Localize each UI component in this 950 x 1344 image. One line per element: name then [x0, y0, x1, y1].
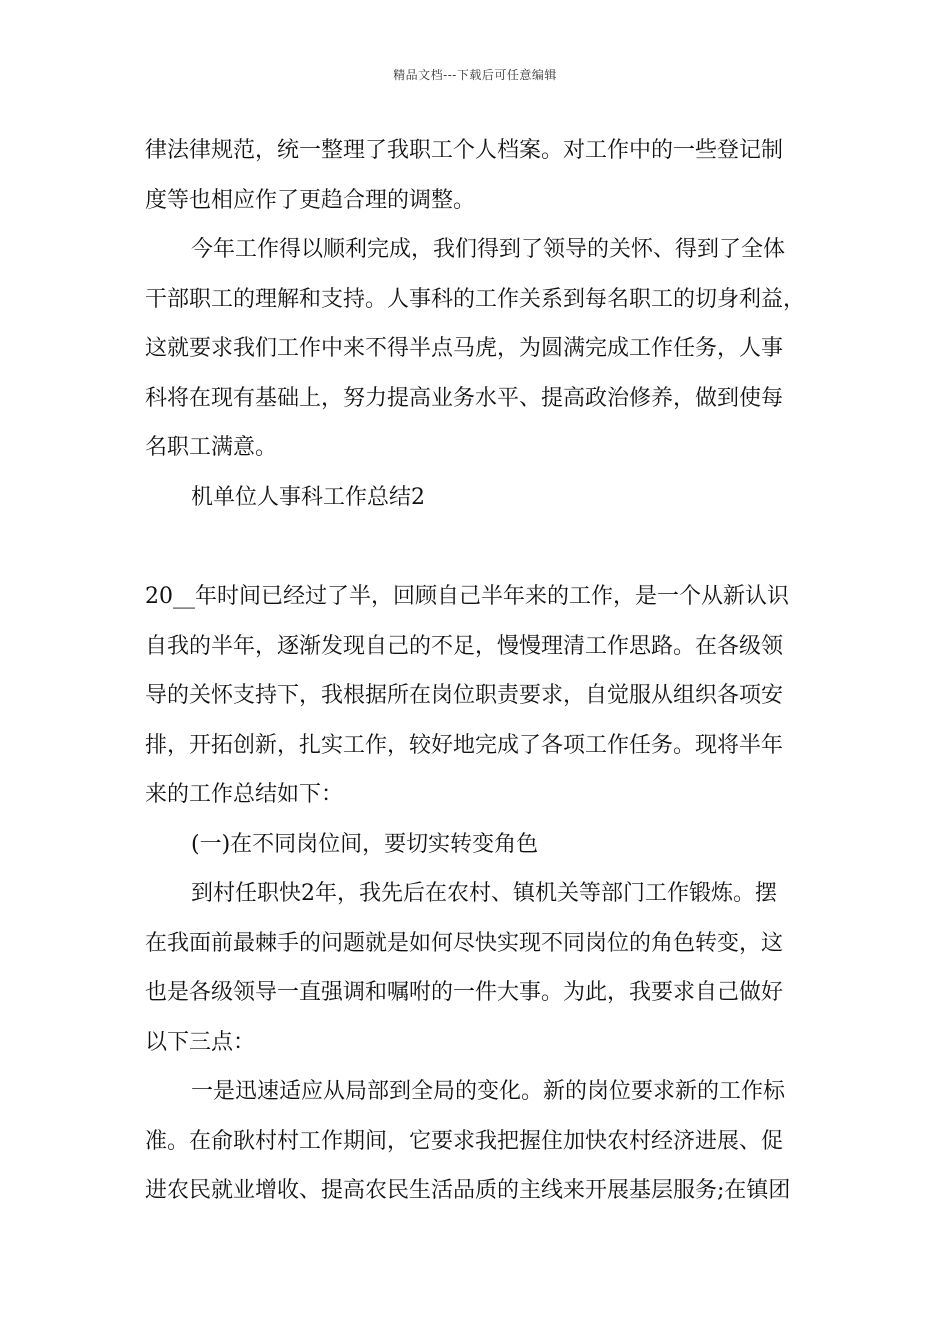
text-line: 排，开拓创新，扎实工作，较好地完成了各项工作任务。现将半年 [145, 732, 784, 758]
document-body [145, 126, 825, 1216]
subsection-title [145, 820, 825, 870]
text-line: 20__年时间已经过了半，回顾自己半年来的工作，是一个从新认识 [145, 584, 789, 609]
blank-space [145, 522, 825, 572]
text-line: 律法律规范，统一整理了我职工个人档案。对工作中的一些登记制 [145, 138, 784, 163]
subsection-title-text: (一)在不同岗位间，要切实转变角色 [191, 831, 539, 857]
paragraph [145, 869, 825, 1067]
text-line: 来的工作总结如下： [145, 782, 344, 807]
section-title [145, 473, 825, 523]
text-line: 今年工作得以顺利完成，我们得到了领导的关怀、得到了全体 [191, 237, 786, 262]
text-line: 自我的半年，逐渐发现自己的不足，慢慢理清工作思路。在各级领 [145, 633, 784, 659]
text-line: 进农民就业增收、提高农民生活品质的主线来开展基层服务;在镇团 [145, 1178, 791, 1203]
paragraph [145, 225, 825, 473]
text-line: 也是各级领导一直强调和嘱咐的一件大事。为此，我要求自己做好 [145, 980, 784, 1005]
paragraph [145, 1067, 825, 1216]
text-line: 到村任职快2年，我先后在农村、镇机关等部门工作锻炼。摆 [191, 881, 777, 906]
text-line: 科将在现有基础上，努力提高业务水平、提高政治修养，做到使每 [145, 385, 784, 411]
text-line: 度等也相应作了更趋合理的调整。 [145, 187, 476, 213]
page-header: 精品文档---下载后可任意编辑 [393, 68, 557, 82]
paragraph [145, 126, 825, 225]
paragraph [145, 572, 825, 820]
text-line: 名职工满意。 [145, 435, 278, 460]
text-line: 导的关怀支持下，我根据所在岗位职责要求，自觉服从组织各项安 [145, 683, 784, 708]
text-line: 以下三点： [145, 1029, 256, 1055]
text-line: 一是迅速适应从局部到全局的变化。新的岗位要求新的工作标 [191, 1079, 786, 1104]
section-title-text: 机单位人事科工作总结2 [191, 484, 425, 510]
text-line: 干部职工的理解和支持。人事科的工作关系到每名职工的切身利益， [145, 286, 806, 312]
text-line: 这就要求我们工作中来不得半点马虎，为圆满完成工作任务，人事 [145, 336, 784, 361]
text-line: 准。在俞耿村村工作期间，它要求我把握住加快农村经济进展、促 [145, 1128, 784, 1154]
text-line: 在我面前最棘手的问题就是如何尽快实现不同岗位的角色转变，这 [145, 930, 784, 956]
